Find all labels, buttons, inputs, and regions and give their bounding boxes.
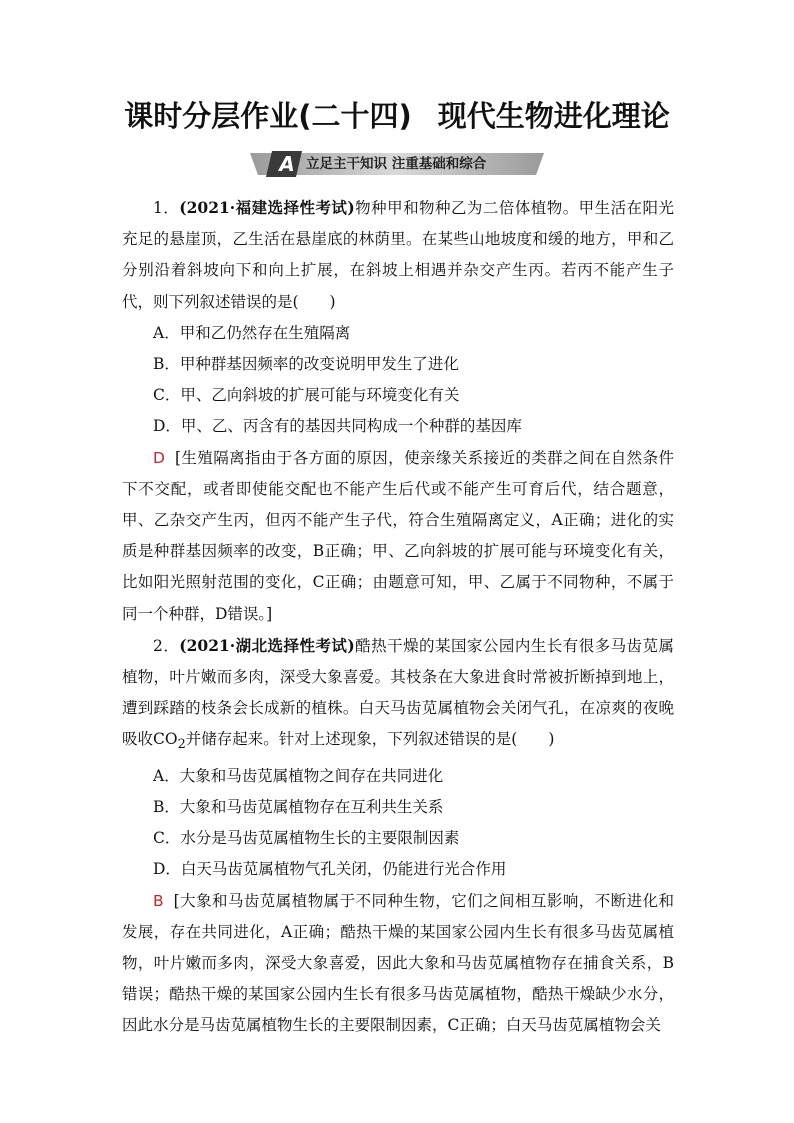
q2-option-b: B．大象和马齿苋属植物存在互利共生关系 (153, 797, 444, 816)
q1-answer (122, 443, 674, 630)
q2-stem-subscript: 2 (177, 737, 186, 753)
banner-text: 立足主干知识 注重基础和综合 (306, 156, 487, 172)
q2-source: (2021·湖北选择性考试) (179, 635, 355, 655)
q2-answer (122, 886, 674, 1042)
q1-answer-letter: D (153, 448, 165, 467)
q2-number: 2． (153, 636, 180, 655)
q2-stem (122, 630, 674, 761)
q1-option-b: B．甲种群基因频率的改变说明甲发生了进化 (153, 355, 459, 374)
q2-option-c: C．水分是马齿苋属植物生长的主要限制因素 (153, 829, 460, 848)
q1-number: 1． (153, 199, 180, 217)
q1-stem (122, 192, 674, 318)
title-topic: 现代生物进化理论 (437, 99, 670, 133)
q2-stem-before: 酷热干燥的某国家公园内生长有很多马齿苋属植物，叶片嫩而多肉，深受大象喜爱。其枝条在大象进食时常被折断掉到地上，遭到踩踏的枝条会长成新的植株。白天马齿苋属植物会关闭气孔，在凉爽的夜晚吸收CO (122, 636, 674, 749)
question-list (122, 192, 674, 1042)
page-title (0, 94, 794, 135)
q2-option-a: A．大象和马齿苋属植物之间存在共同进化 (153, 766, 444, 785)
section-banner (250, 151, 544, 177)
q2-explanation: [大象和马齿苋属植物属于不同种生物，它们之间相互影响，不断进化和发展，存在共同进化，A正确；酷热干燥的某国家公园内生长有很多马齿苋属植物，叶片嫩而多肉，深受大象喜爱，因此大象和马齿苋属植物存在捕食关系，B错误；酷热干燥的某国家公园内生长有很多马齿苋属植物，酷热干燥缺少水分，因此水分是马齿苋属植物生长的主要限制因素，C正确；白天马齿苋属植物会关 (122, 891, 674, 1035)
q2-answer-letter: B (153, 891, 164, 910)
title-main: 课时分层作业(二十四) (124, 99, 412, 133)
banner-badge: A (279, 152, 295, 176)
q1-option-c: C．甲、乙向斜坡的扩展可能与环境变化有关 (153, 386, 460, 405)
q2-stem-after: 并储存起来。针对上述现象，下列叙述错误的是( ) (185, 730, 555, 749)
q1-stem-text: 物种甲和物种乙为二倍体植物。甲生活在阳光充足的悬崖顶，乙生活在悬崖底的林荫里。在某些山地坡度和缓的地方，甲和乙分别沿着斜坡向下和向上扩展，在斜坡上相遇并杂交产生丙。若丙不能产生子代，则下列叙述错误的是( ) (122, 199, 674, 311)
q1-source: (2021·福建选择性考试) (179, 198, 355, 217)
q1-explanation: [生殖隔离指由于各方面的原因，使亲缘关系接近的类群之间在自然条件下不交配，或者即使能交配也不能产生后代或不能产生可育后代，结合题意，甲、乙杂交产生丙，但丙不能产生子代，符合生殖隔离定义，A正确；进化的实质是种群基因频率的改变，B正确；甲、乙向斜坡的扩展可能与环境变化有关，比如阳光照射范围的变化，C正确；由题意可知，甲、乙属于不同物种，不属于同一个种群，D错误。] (122, 448, 674, 623)
q1-option-d: D．甲、乙、丙含有的基因共同构成一个种群的基因库 (153, 417, 522, 436)
q2-option-d: D．白天马齿苋属植物气孔关闭，仍能进行光合作用 (153, 860, 507, 879)
q1-option-a: A．甲和乙仍然存在生殖隔离 (153, 323, 351, 342)
